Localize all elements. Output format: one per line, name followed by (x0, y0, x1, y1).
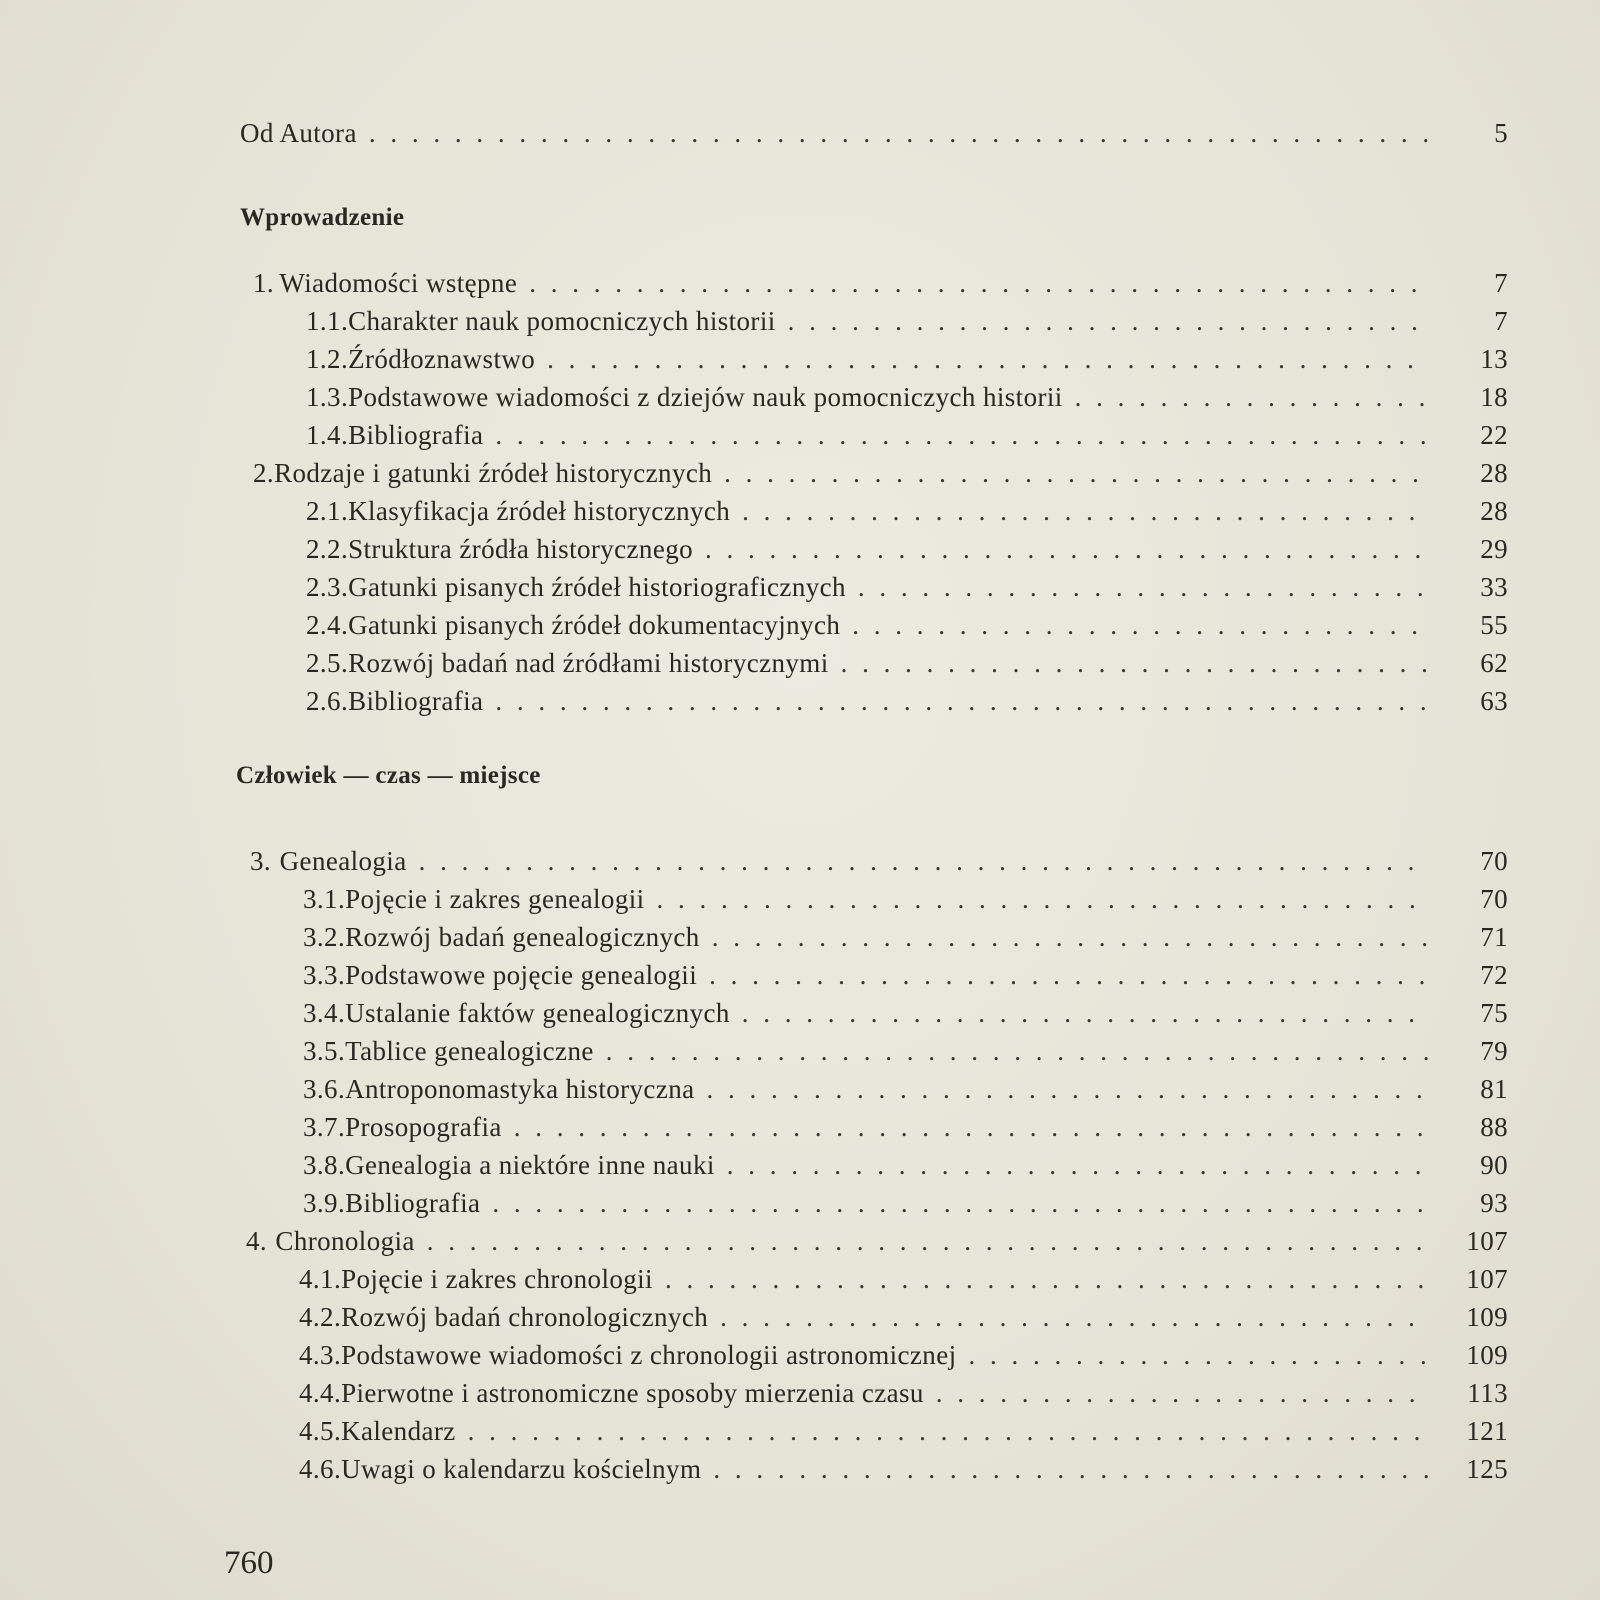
toc-entry-page: 63 (1480, 686, 1508, 716)
toc-entry-page: 62 (1480, 648, 1508, 678)
toc-entry-number: 1.2. (306, 344, 349, 374)
toc-entry-number: 2. (253, 458, 275, 488)
toc-entry-number: 4.5. (299, 1416, 342, 1446)
dot-leader (727, 1150, 1428, 1181)
toc-entry-number: 3.4. (303, 998, 346, 1028)
toc-entry-number: 3.7. (303, 1112, 346, 1142)
toc-entry (299, 1340, 1508, 1376)
toc-entry-title: Gatunki pisanych źródeł historiograficznych (348, 572, 846, 602)
toc-entry-page: 71 (1480, 922, 1508, 952)
toc-entry (306, 344, 1508, 380)
toc-entry-title: Genealogia (279, 846, 407, 876)
dot-leader (709, 960, 1428, 991)
toc-entry-title: Pojęcie i zakres genealogii (345, 884, 645, 914)
toc-entry-title: Uwagi o kalendarzu kościelnym (341, 1454, 702, 1484)
dot-leader (706, 1074, 1428, 1105)
toc-entry-number: 4.6. (299, 1454, 342, 1484)
dot-leader (713, 1454, 1428, 1485)
toc-entry (306, 306, 1508, 342)
toc-entry-page: 18 (1480, 382, 1508, 412)
toc-entry-title: Rodzaje i gatunki źródeł historycznych (274, 458, 713, 488)
dot-leader (841, 648, 1428, 679)
toc-entry (253, 268, 1508, 304)
toc-entry-page: 33 (1480, 572, 1508, 602)
toc-entry-title: Bibliografia (348, 686, 484, 716)
toc-entry (303, 884, 1508, 920)
section-heading-wprowadzenie: Wprowadzenie (240, 204, 405, 231)
toc-entry-title: Bibliografia (348, 420, 484, 450)
toc-entry-page: 93 (1480, 1188, 1508, 1218)
toc-entry (299, 1378, 1508, 1414)
toc-entry-number: 4.2. (299, 1302, 342, 1332)
toc-entry-page: 29 (1480, 534, 1508, 564)
toc-entry-title: Chronologia (275, 1226, 415, 1256)
toc-entry-number: 1.3. (306, 382, 349, 412)
toc-entry (299, 1264, 1508, 1300)
toc-entry (250, 846, 1508, 882)
toc-entry-page: 109 (1466, 1340, 1508, 1370)
toc-entry-page: 90 (1480, 1150, 1508, 1180)
toc-entry (303, 1150, 1508, 1186)
toc-entry-title: Struktura źródła historycznego (348, 534, 694, 564)
toc-entry-number: 1.1. (306, 306, 349, 336)
toc-entry-number: 3.6. (303, 1074, 346, 1104)
toc-entry-title: Podstawowe wiadomości z chronologii astronomicznej (341, 1340, 957, 1370)
toc-entry-page: 28 (1480, 496, 1508, 526)
toc-entry-title: Źródłoznawstwo (348, 344, 536, 374)
toc-entry (306, 420, 1508, 456)
toc-entry-number: 3.8. (303, 1150, 346, 1180)
dot-leader (724, 458, 1428, 489)
toc-entry (306, 610, 1508, 646)
dot-leader (936, 1378, 1428, 1409)
toc-entry-number: 2.4. (306, 610, 349, 640)
toc-entry (303, 960, 1508, 996)
toc-entry-title: Charakter nauk pomocniczych historii (348, 306, 776, 336)
toc-entry-title: Bibliografia (345, 1188, 481, 1218)
dot-leader (665, 1264, 1428, 1295)
dot-leader (495, 686, 1428, 717)
toc-entry-title: Prosopografia (345, 1112, 502, 1142)
toc-entry (306, 496, 1508, 532)
toc-entry-title: Podstawowe pojęcie genealogii (345, 960, 698, 990)
toc-entry-title: Gatunki pisanych źródeł dokumentacyjnych (348, 610, 841, 640)
toc-entry (306, 572, 1508, 608)
page-number: 760 (224, 1545, 274, 1581)
toc-entry-number: 2.2. (306, 534, 349, 564)
toc-entry-number: 3.1. (303, 884, 346, 914)
toc-entry (299, 1454, 1508, 1490)
dot-leader (468, 1416, 1428, 1447)
dot-leader (547, 344, 1428, 375)
toc-entry-page: 81 (1480, 1074, 1508, 1104)
dot-leader (705, 534, 1428, 565)
dot-leader (514, 1112, 1428, 1143)
toc-entry-title: Rozwój badań chronologicznych (341, 1302, 709, 1332)
toc-entry-page: 70 (1480, 846, 1508, 876)
toc-entry-title: Wiadomości wstępne (279, 268, 518, 298)
toc-entry (246, 1226, 1508, 1262)
toc-entry-number: 3.2. (303, 922, 346, 952)
toc-entry (303, 1036, 1508, 1072)
toc-entry (299, 1302, 1508, 1338)
toc-entry (303, 998, 1508, 1034)
toc-entry-page: 75 (1480, 998, 1508, 1028)
toc-entry (303, 1188, 1508, 1224)
toc-entry (306, 686, 1508, 722)
dot-leader (1075, 382, 1428, 413)
toc-entry-number: 4.3. (299, 1340, 342, 1370)
toc-entry-number: 2.5. (306, 648, 349, 678)
dot-leader (369, 118, 1428, 149)
toc-entry (306, 648, 1508, 684)
toc-entry-number: 2.6. (306, 686, 349, 716)
dot-leader (852, 610, 1428, 641)
toc-entry-page: 107 (1466, 1264, 1508, 1294)
dot-leader (606, 1036, 1428, 1067)
toc-entry-number: 4.1. (299, 1264, 342, 1294)
toc-entry (306, 534, 1508, 570)
dot-leader (492, 1188, 1428, 1219)
dot-leader (968, 1340, 1428, 1371)
toc-entry-number: 3. (250, 846, 272, 876)
dot-leader (657, 884, 1428, 915)
toc-entry (299, 1416, 1508, 1452)
toc-entry-number: 1.4. (306, 420, 349, 450)
toc-entry (253, 458, 1508, 494)
toc-entry-page: 88 (1480, 1112, 1508, 1142)
dot-leader (712, 922, 1428, 953)
dot-leader (529, 268, 1428, 299)
dot-leader (742, 998, 1428, 1029)
toc-entry-number: 4. (246, 1226, 268, 1256)
toc-entry-title: Podstawowe wiadomości z dziejów nauk pomocniczych historii (348, 382, 1063, 412)
toc-entry (303, 922, 1508, 958)
toc-entry-title: Rozwój badań genealogicznych (345, 922, 700, 952)
toc-entry-page: 70 (1480, 884, 1508, 914)
toc-entry-number: 2.1. (306, 496, 349, 526)
toc-entry-title: Genealogia a niektóre inne nauki (345, 1150, 715, 1180)
toc-entry-number: 3.9. (303, 1188, 346, 1218)
dot-leader (742, 496, 1428, 527)
toc-entry-page: 79 (1480, 1036, 1508, 1066)
toc-entry (306, 382, 1508, 418)
dot-leader (858, 572, 1428, 603)
toc-entry-number: 4.4. (299, 1378, 342, 1408)
toc-entry-page: 7 (1494, 306, 1508, 336)
toc-entry-title: Tablice genealogiczne (345, 1036, 594, 1066)
toc-entry-title: Klasyfikacja źródeł historycznych (348, 496, 731, 526)
dot-leader (788, 306, 1428, 337)
toc-entry-page: 22 (1480, 420, 1508, 450)
toc-entry-number: 2.3. (306, 572, 349, 602)
toc-entry-page: 109 (1466, 1302, 1508, 1332)
toc-entry (303, 1112, 1508, 1148)
toc-entry-page: 72 (1480, 960, 1508, 990)
toc-entry-number: 1. (253, 268, 275, 298)
toc-entry-page: 107 (1466, 1226, 1508, 1256)
toc-entry-title: Antroponomastyka historyczna (345, 1074, 695, 1104)
toc-entry-page: 125 (1466, 1454, 1508, 1484)
toc-entry-page: 13 (1480, 344, 1508, 374)
toc-entry-title: Pojęcie i zakres chronologii (341, 1264, 653, 1294)
dot-leader (427, 1226, 1428, 1257)
toc-entry-number: 3.5. (303, 1036, 346, 1066)
dot-leader (419, 846, 1428, 877)
toc-entry-page: 5 (1494, 118, 1508, 148)
toc-entry-page: 121 (1466, 1416, 1508, 1446)
toc-entry-title: Kalendarz (341, 1416, 456, 1446)
toc-entry (303, 1074, 1508, 1110)
toc-entry-page: 7 (1494, 268, 1508, 298)
toc-entry-page: 113 (1467, 1378, 1508, 1408)
toc-entry-title: Ustalanie faktów genealogicznych (345, 998, 730, 1028)
toc-entry-title: Pierwotne i astronomiczne sposoby mierzenia czasu (341, 1378, 924, 1408)
section-heading-czlowiek-czas-miejsce: Człowiek — czas — miejsce (236, 762, 541, 789)
toc-entry-page: 28 (1480, 458, 1508, 488)
toc-entry-title: Od Autora (240, 118, 357, 148)
toc-entry-number: 3.3. (303, 960, 346, 990)
toc-entry-title: Rozwój badań nad źródłami historycznymi (348, 648, 829, 678)
toc-entry-preface (240, 118, 1508, 154)
dot-leader (720, 1302, 1428, 1333)
toc-entry-page: 55 (1480, 610, 1508, 640)
dot-leader (495, 420, 1428, 451)
